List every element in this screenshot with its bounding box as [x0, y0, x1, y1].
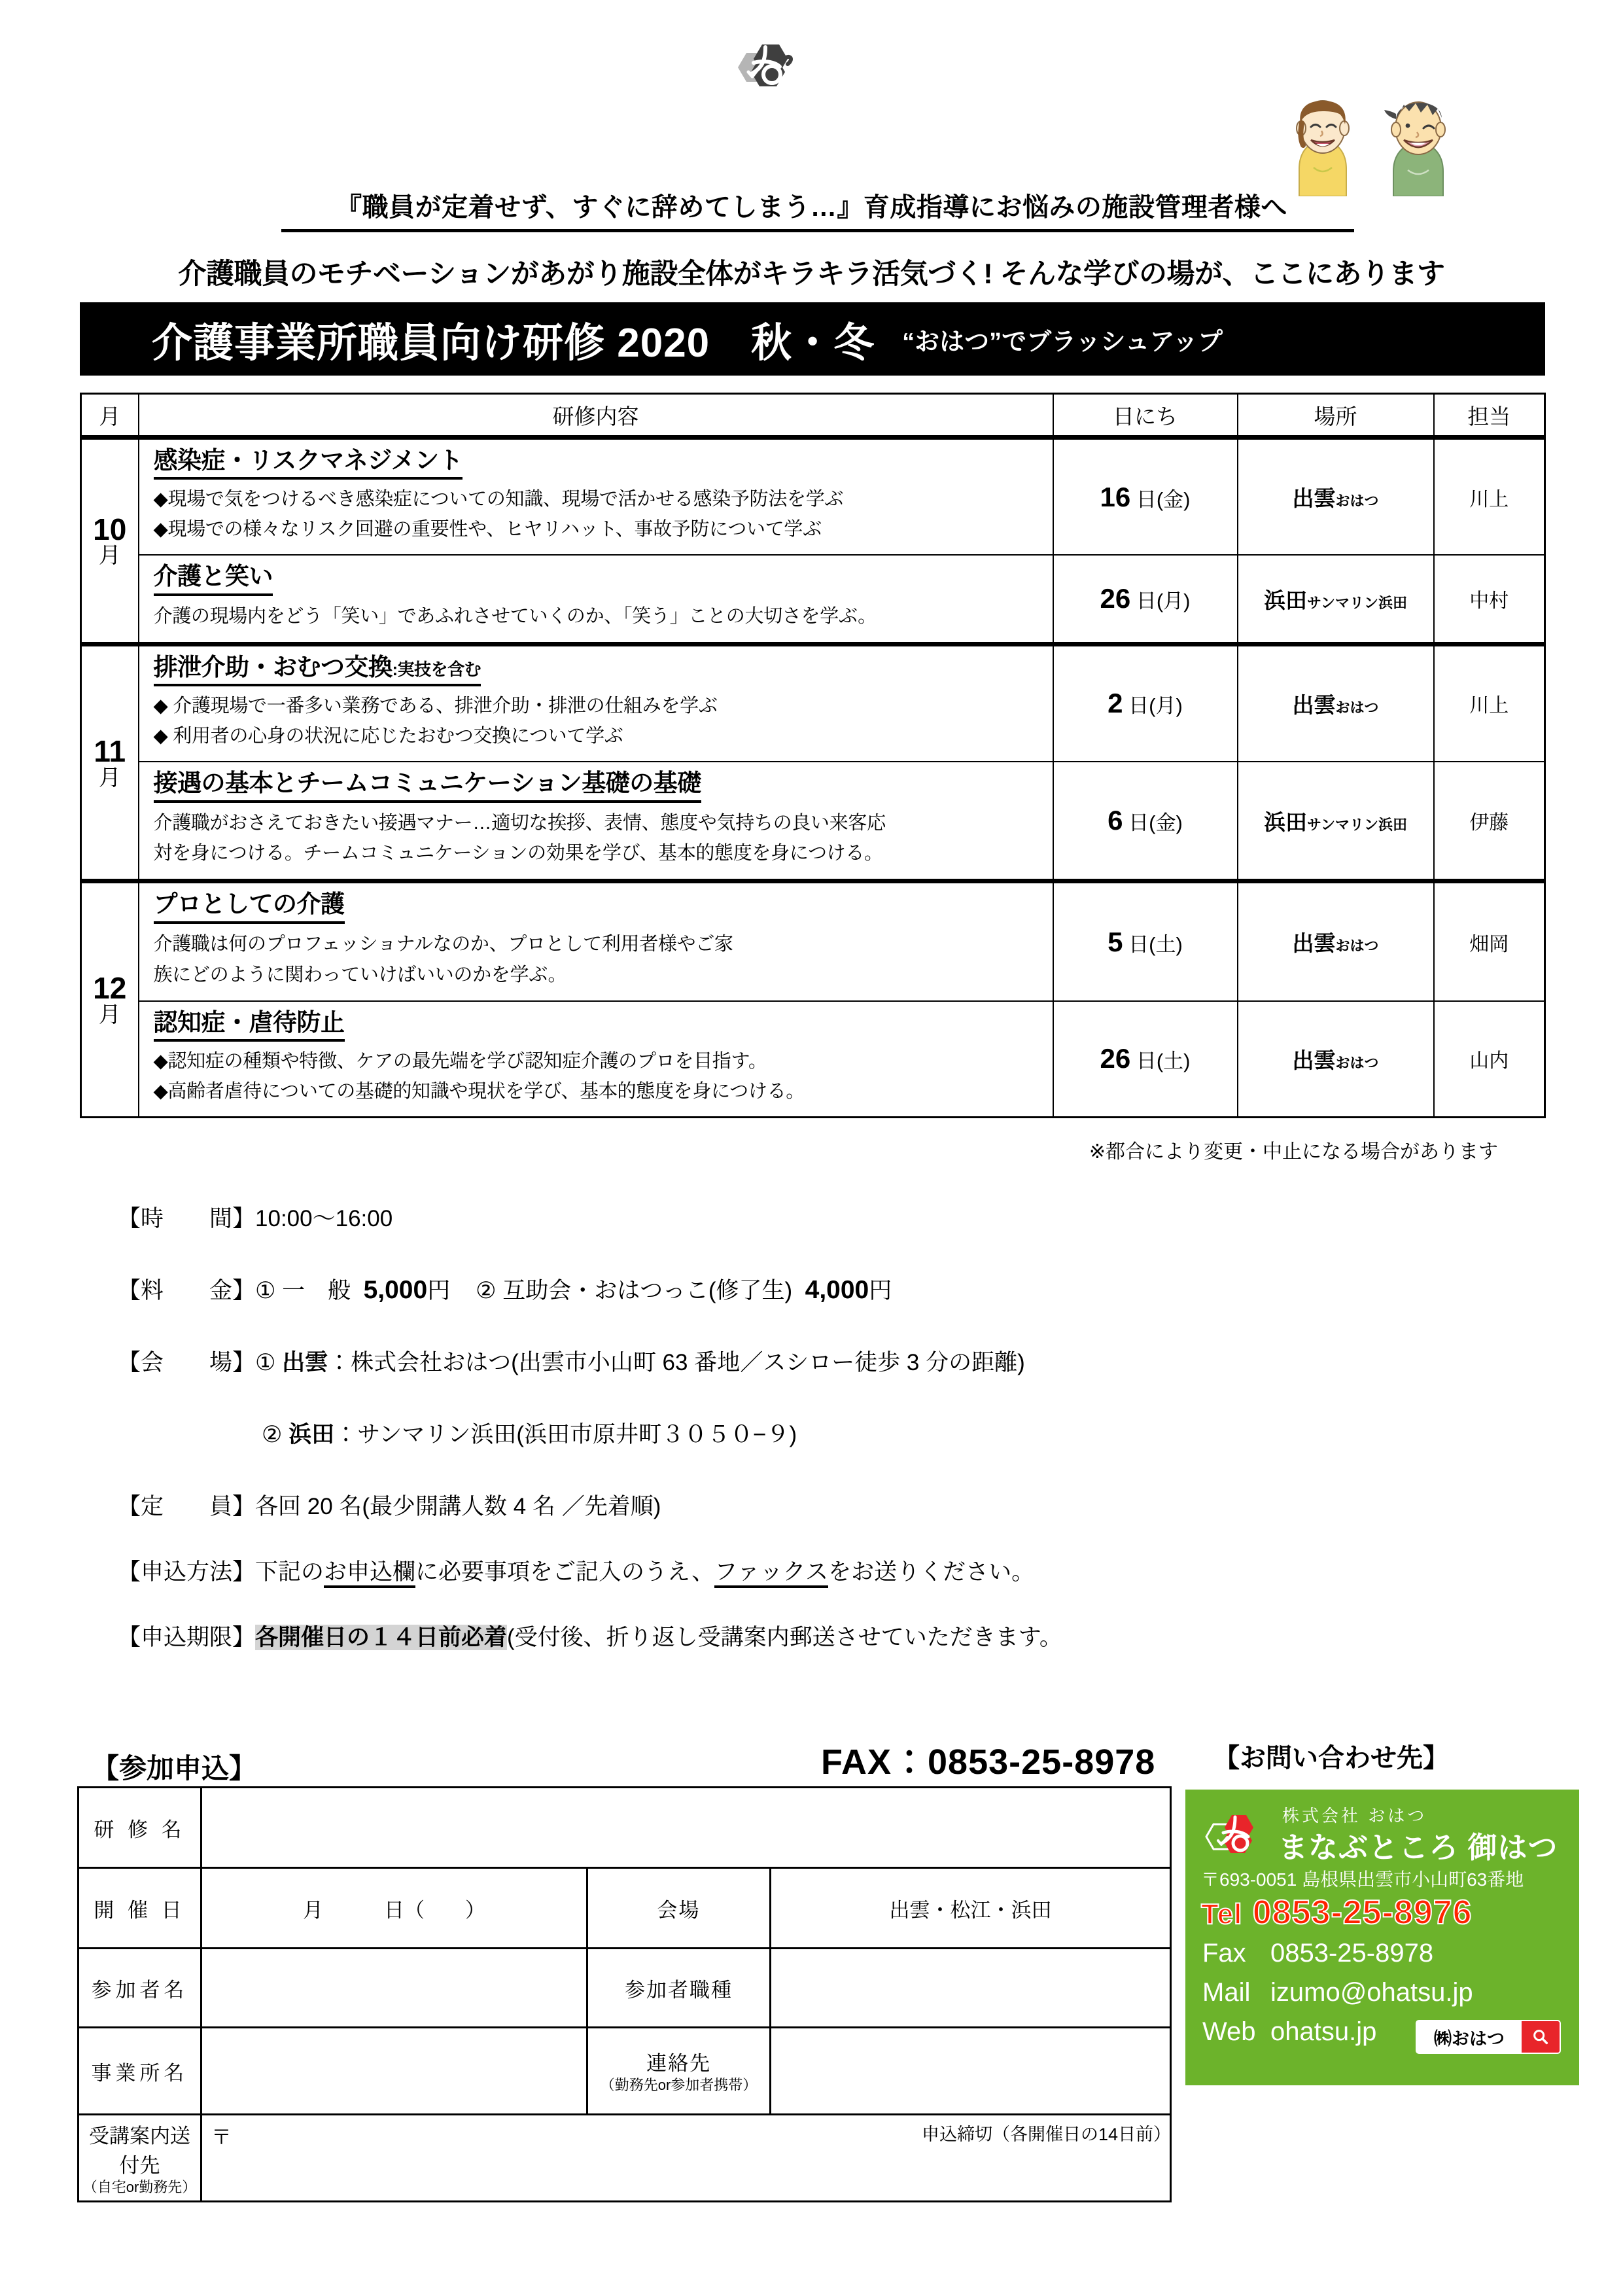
course-place: 浜田サンマリン浜田: [1238, 555, 1434, 644]
detail-capacity: [118, 1489, 661, 1521]
contact-fax: Fax 0853-25-8978: [1202, 1939, 1434, 1968]
form-label-venue: 会場: [587, 1868, 771, 1949]
detail-venue-1: [118, 1345, 1025, 1377]
fee-amount-2: 4,000: [805, 1276, 869, 1304]
course-place: 出雲おはつ: [1238, 644, 1434, 762]
course-description: 介護の現場内をどう「笑い」であふれさせていくのか、「笑う」ことの大切さを学ぶ。: [153, 605, 877, 627]
month-kanji: 月: [98, 1002, 121, 1028]
form-label-office: 事業所名: [79, 2028, 201, 2115]
form-label-contact-sub: （勤務先or参加者携帯）: [600, 2077, 758, 2094]
detail-deadline: [118, 1619, 1062, 1652]
course-date: 5 日(土): [1053, 881, 1238, 1001]
course-staff: 中村: [1434, 555, 1545, 644]
form-input-send-address[interactable]: 〒: [201, 2115, 1171, 2202]
venue-1-name: 出雲: [282, 1350, 328, 1375]
form-row-office: [79, 2028, 1171, 2115]
course-cell: [139, 881, 1053, 1001]
mascot-characters-illustration: [1282, 72, 1478, 196]
header-place: 場所: [1238, 394, 1434, 438]
course-title: 介護と笑い: [154, 562, 273, 595]
application-heading: 【参加申込】: [92, 1753, 257, 1784]
tagline-primary: 『職員が定着せず、すぐに辞めてしまう…』育成指導にお悩みの施設管理者様へ: [336, 193, 1287, 222]
course-cell: [139, 1001, 1053, 1118]
table-row: [81, 644, 1545, 762]
form-input-date[interactable]: 月 日（ ）: [201, 1868, 587, 1949]
ohatsu-logo-icon: [725, 31, 797, 103]
course-description: 介護職は何のプロフェッショナルなのか、プロとして利用者様やご家: [153, 933, 733, 955]
header-staff: 担当: [1434, 394, 1545, 438]
contact-mail: Mail izumo@ohatsu.jp: [1202, 1978, 1473, 2007]
course-bullet: ◆ 利用者の心身の状況に応じたおむつ交換について学ぶ: [153, 725, 623, 747]
banner-subtitle: “おはつ”でブラッシュアップ: [902, 328, 1223, 356]
form-label-contact: 連絡先 （勤務先or参加者携帯）: [587, 2028, 771, 2115]
table-row: [81, 1001, 1545, 1118]
course-date: 2 日(月): [1053, 644, 1238, 762]
table-row: [81, 555, 1545, 644]
course-staff: 川上: [1434, 644, 1545, 762]
form-input-attendee[interactable]: [201, 1949, 587, 2028]
form-label-send-sub: （自宅or勤務先）: [82, 2178, 197, 2195]
header-content: 研修内容: [139, 394, 1053, 438]
schedule-disclaimer: ※都合により変更・中止になる場合があります: [1089, 1141, 1498, 1163]
tagline-divider: [281, 229, 1354, 232]
venue-1-number: ①: [255, 1350, 276, 1375]
month-number: 11: [94, 733, 126, 768]
detail-time-label: 【時 間】: [118, 1206, 256, 1231]
banner-title: 介護事業所職員向け研修 2020 秋・冬: [152, 320, 875, 366]
detail-time-value: 10:00〜16:00: [255, 1206, 393, 1231]
form-label-course: 研 修 名: [79, 1788, 201, 1868]
course-place: 出雲おはつ: [1238, 1001, 1434, 1118]
fee-unit-1: 円: [427, 1278, 451, 1303]
detail-venue-label: 【会 場】: [118, 1350, 256, 1375]
month-cell-10: [81, 438, 139, 645]
detail-time: [118, 1201, 393, 1233]
form-row-course: [79, 1788, 1171, 1868]
course-bullet: ◆認知症の種類や特徴、ケアの最先端を学び認知症介護のプロを目指す。: [153, 1051, 767, 1072]
form-input-job[interactable]: [771, 1949, 1171, 2028]
detail-fee: [118, 1273, 892, 1305]
application-deadline-note: 申込締切（各開催日の14日前）: [921, 2125, 1171, 2144]
course-cell: [139, 644, 1053, 762]
course-date: 26 日(月): [1053, 555, 1238, 644]
contact-card: [1185, 1790, 1578, 2085]
course-description: 対を身につける。チームコミュニケーションの効果を学び、基本的態度を身につける。: [153, 843, 883, 864]
month-number: 10: [93, 512, 127, 546]
method-underline-fax: ファックス: [714, 1559, 828, 1588]
course-title: 認知症・虐待防止: [154, 1008, 345, 1042]
course-cell: [139, 555, 1053, 644]
detail-venue-2: [262, 1417, 797, 1449]
method-mid: に必要事項をご記入のうえ、: [415, 1559, 715, 1585]
course-cell: [139, 438, 1053, 556]
header-date: 日にち: [1053, 394, 1238, 438]
table-header-row: [81, 394, 1545, 438]
fee-unit-2: 円: [869, 1278, 892, 1303]
deadline-rest: (受付後、折り返し受講案内郵送させていただきます。: [507, 1625, 1062, 1650]
month-kanji: 月: [98, 765, 121, 790]
form-label-attendee: 参加者名: [79, 1949, 201, 2028]
course-bullet: ◆現場で気をつけるべき感染症についての知識、現場で活かせる感染予防法を学ぶ: [153, 489, 844, 510]
month-cell-11: [81, 644, 139, 881]
course-title: プロとしての介護: [154, 890, 345, 923]
month-cell-12: [81, 881, 139, 1118]
month-kanji: 月: [98, 543, 121, 569]
course-date: 26 日(土): [1053, 1001, 1238, 1118]
contact-company-name: 株式会社 おはつ: [1282, 1806, 1427, 1826]
course-staff: 畑岡: [1434, 881, 1545, 1001]
course-title: 接遇の基本とチームコミュニケーション基礎の基礎: [154, 769, 701, 802]
detail-fee-label: 【料 金】: [118, 1278, 256, 1303]
contact-logo-icon: [1202, 1805, 1265, 1868]
title-banner: [80, 302, 1545, 376]
contact-address: 〒693-0051 島根県出雲市小山町63番地: [1201, 1869, 1524, 1890]
contact-tel: Tel 0853-25-8976: [1201, 1894, 1473, 1932]
course-staff: 伊藤: [1434, 762, 1545, 881]
course-place: 出雲おはつ: [1238, 438, 1434, 556]
course-title: 排泄介助・おむつ交換:実技を含む: [154, 653, 481, 686]
search-badge[interactable]: [1416, 2020, 1561, 2054]
detail-capacity-label: 【定 員】: [118, 1494, 256, 1519]
form-row-attendee: [79, 1949, 1171, 2028]
course-bullet: ◆高齢者虐待についての基礎的知識や現状を学び、基本的態度を身につける。: [153, 1080, 805, 1102]
training-schedule-table: [80, 393, 1546, 1118]
venue-2-value: ：サンマリン浜田(浜田市原井町３０５０−９): [334, 1422, 797, 1447]
venue-2-name: 浜田: [288, 1422, 335, 1447]
month-number: 12: [93, 971, 127, 1006]
contact-brand-name: まなぶところ 御はつ: [1278, 1831, 1558, 1864]
header-month: 月: [81, 394, 139, 438]
form-input-office[interactable]: [201, 2028, 587, 2115]
course-bullet: ◆現場での様々なリスク回避の重要性や、ヒヤリハット、事故予防について学ぶ: [153, 518, 822, 540]
course-description: 介護職がおさえておきたい接遇マナー…適切な挨拶、表情、態度や気持ちの良い来客応: [153, 812, 886, 834]
course-cell: [139, 762, 1053, 881]
detail-method: [118, 1554, 1034, 1587]
course-date: 16 日(金): [1053, 438, 1238, 556]
fee-amount-1: 5,000: [363, 1276, 428, 1304]
course-staff: 山内: [1434, 1001, 1545, 1118]
venue-2-number: ②: [262, 1422, 283, 1447]
tagline-secondary: 介護職員のモチベーションがあがり施設全体がキラキラ活気づく! そんな学びの場が、ここにあります: [178, 258, 1445, 290]
detail-capacity-value: 各回 20 名(最少開講人数 4 名 ／先着順): [255, 1494, 661, 1519]
detail-deadline-label: 【申込期限】: [118, 1625, 256, 1650]
detail-method-label: 【申込方法】: [118, 1559, 256, 1585]
deadline-highlight: 各開催日の１４日前必着: [255, 1625, 508, 1650]
course-place: 出雲おはつ: [1238, 881, 1434, 1001]
venue-1-value: ：株式会社おはつ(出雲市小山町 63 番地／スシロー徒歩 3 分の距離): [328, 1350, 1025, 1375]
search-badge-text: ㈱おはつ: [1434, 2028, 1505, 2049]
fee-option-1: ① 一 般: [255, 1278, 351, 1303]
contact-heading: 【お問い合わせ先】: [1213, 1744, 1449, 1773]
form-input-contact[interactable]: [771, 2028, 1171, 2115]
form-label-job: 参加者職種: [587, 1949, 771, 2028]
contact-web: Web ohatsu.jp: [1202, 2017, 1377, 2046]
fee-option-2: ② 互助会・おはつっこ(修了生): [476, 1278, 793, 1303]
course-bullet: ◆ 介護現場で一番多い業務である、排泄介助・排泄の仕組みを学ぶ: [153, 696, 718, 717]
table-row: [81, 438, 1545, 556]
form-input-venue[interactable]: 出雲・松江・浜田: [771, 1868, 1171, 1949]
method-post: をお送りください。: [828, 1559, 1035, 1585]
course-date: 6 日(金): [1053, 762, 1238, 881]
form-input-course[interactable]: [201, 1788, 1171, 1868]
form-row-date: [79, 1868, 1171, 1949]
method-underline-form: お申込欄: [324, 1559, 415, 1588]
course-staff: 川上: [1434, 438, 1545, 556]
fax-number-heading: FAX：0853-25-8978: [821, 1742, 1156, 1782]
form-label-send: 受講案内送付先 （自宅or勤務先）: [79, 2115, 201, 2202]
table-row: [81, 881, 1545, 1001]
course-title: 感染症・リスクマネジメント: [154, 446, 463, 480]
search-icon[interactable]: [1522, 2021, 1560, 2053]
course-description: 族にどのように関わっていけばいいのかを学ぶ。: [153, 964, 567, 985]
form-label-date: 開 催 日: [79, 1868, 201, 1949]
method-pre: 下記の: [255, 1559, 324, 1585]
table-row: [81, 762, 1545, 881]
course-place: 浜田サンマリン浜田: [1238, 762, 1434, 881]
